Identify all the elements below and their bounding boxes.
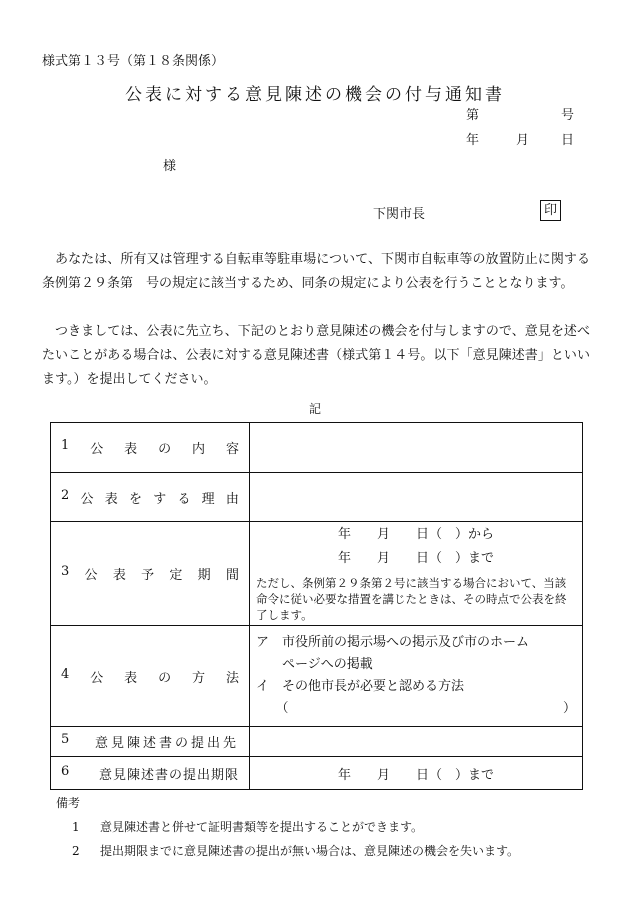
row6-label-text: 意見陳述書の提出期限 [98, 767, 239, 783]
paragraph-2-text: つきましては、公表に先立ち、下記のとおり意見陳述の機会を付与しますので、意見を述べたいことがある場合は、公表に対する意見陳述書（様式第１４号。以下「意見陳述書」といいます。）を提出してください。 [42, 324, 590, 387]
date-month: 月 [516, 133, 530, 148]
document-number [466, 104, 574, 123]
row2-char: 公 [80, 491, 94, 507]
method-a-line1: ア 市役所前の掲示場への掲示及び市のホーム [256, 635, 530, 650]
row5-label-text: 意見陳述書の提出先 [94, 736, 239, 751]
row5-label [51, 727, 250, 757]
seal-stamp: 印 [540, 200, 561, 221]
body-paragraph-2 [42, 320, 590, 392]
date-day: 日 [560, 133, 574, 148]
table-row-destination [51, 727, 583, 757]
row3-char: 間 [225, 568, 239, 583]
row4-char: の [158, 670, 172, 686]
row3-char: 公 [84, 568, 98, 583]
row3-label [51, 522, 250, 626]
table-row-reason [51, 473, 583, 522]
row5-value[interactable] [250, 727, 583, 757]
note-text: 意見陳述書と併せて証明書類等を提出することができます。 [100, 820, 424, 834]
notice-table [50, 422, 583, 790]
note-text: 提出期限までに意見陳述書の提出が無い場合は、意見陳述の機会を失います。 [100, 844, 520, 858]
paren-open: （ [275, 701, 289, 716]
row6-num: 6 [61, 763, 70, 779]
row4-value [250, 626, 583, 727]
row1-num: 1 [61, 438, 70, 453]
row3-num: 3 [61, 564, 70, 579]
method-a-line2: ページへの掲載 [282, 657, 373, 672]
table-row-period [51, 522, 583, 626]
row3-char: 定 [169, 568, 183, 583]
table-row-method [51, 626, 583, 727]
row3-char: 予 [141, 568, 155, 583]
period-to: 年 月 日（ ）まで [337, 550, 494, 566]
row2-num: 2 [61, 487, 70, 503]
row1-char: 表 [124, 442, 138, 457]
row3-char: 期 [197, 568, 211, 583]
row6-value [250, 757, 583, 790]
paragraph-1-text: あなたは、所有又は管理する自転車等駐車場について、下関市自転車等の放置防止に関する条例第２９条第 号の規定に該当するため、同条の規定により公表を行うこととなります。 [42, 252, 590, 291]
row4-char: 公 [90, 670, 104, 686]
row3-value [250, 522, 583, 626]
table-row-deadline [51, 757, 583, 790]
note-num: 2 [72, 844, 80, 858]
row2-value[interactable] [250, 473, 583, 522]
notes-heading: 備考 [56, 796, 81, 810]
row5-num: 5 [61, 732, 70, 747]
row2-char: 由 [225, 491, 239, 507]
deadline-text: 年 月 日（ ）まで [337, 767, 494, 783]
row1-char: の [158, 442, 172, 457]
row2-char: す [153, 491, 167, 507]
date-year: 年 [466, 133, 480, 148]
addressee-suffix: 様 [163, 159, 177, 174]
row2-char: 表 [104, 491, 118, 507]
table-row-content [51, 423, 583, 473]
number-label: 第 [466, 108, 480, 123]
row3-char: 表 [112, 568, 126, 583]
method-other-paren[interactable] [256, 698, 576, 720]
note-item [72, 842, 519, 859]
row1-char: 内 [192, 442, 206, 457]
row4-char: 表 [124, 670, 138, 686]
row4-char: 法 [225, 670, 239, 686]
row4-num: 4 [61, 666, 70, 682]
row2-label [51, 473, 250, 522]
row4-label [51, 626, 250, 727]
period-from: 年 月 日（ ）から [337, 526, 494, 542]
row6-label [51, 757, 250, 790]
period-note: ただし、条例第２９条第２号に該当する場合において、当該命令に従い必要な措置を講じたときは、その時点で公表を終了します。 [256, 575, 567, 622]
document-title: 公表に対する意見陳述の機会の付与通知書 [125, 85, 505, 105]
method-i: イ その他市長が必要と認める方法 [256, 679, 465, 694]
number-suffix: 号 [560, 108, 574, 123]
form-number: 様式第１３号（第１８条関係） [42, 54, 225, 69]
note-num: 1 [72, 820, 80, 834]
row4-char: 方 [192, 670, 206, 686]
row1-value[interactable] [250, 423, 583, 473]
body-paragraph-1 [42, 248, 590, 296]
row2-char: を [128, 491, 142, 507]
row1-char: 容 [225, 442, 239, 457]
paren-close: ） [562, 701, 576, 716]
row2-char: る [177, 491, 191, 507]
sender-name: 下関市長 [373, 207, 426, 222]
row2-char: 理 [201, 491, 215, 507]
row1-char: 公 [90, 442, 104, 457]
ki-heading: 記 [308, 402, 321, 416]
row1-label [51, 423, 250, 473]
note-item [72, 818, 423, 835]
